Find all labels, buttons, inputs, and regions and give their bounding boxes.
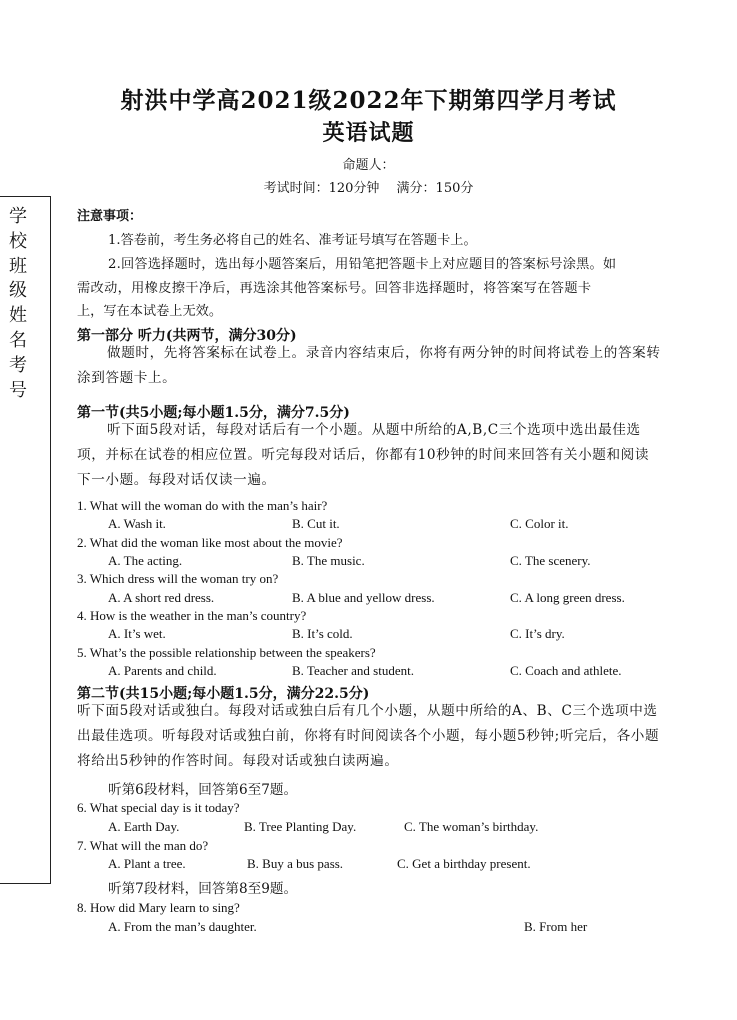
binding-margin-box — [0, 196, 51, 884]
q3-option-b: B. A blue and yellow dress. — [292, 590, 435, 605]
q8-option-b: B. From her — [524, 919, 588, 934]
q4-option-c: C. It’s dry. — [510, 626, 565, 641]
student-info-label: 学校班级姓名考号 — [9, 206, 27, 401]
q1-option-a: A. Wash it. — [108, 516, 166, 531]
notice-item-1: 1.答卷前，考生务必将自己的姓名、准考证号填写在答题卡上。 — [108, 233, 477, 248]
q3-option-a: A. A short red dress. — [108, 590, 215, 605]
q3-option-c: C. A long green dress. — [510, 590, 625, 605]
question-7: 7. What will the man do? — [77, 838, 209, 853]
subject-title: 英语试题 — [322, 120, 415, 146]
q6-option-a: A. Earth Day. — [108, 819, 180, 834]
question-3: 3. Which dress will the woman try on? — [77, 571, 279, 586]
part1-intro-text: 做题时，先将答案标在试卷上。录音内容结束后，你将有两分钟的时间将试卷上的答案转涂到答题卡上。 — [77, 345, 661, 386]
question-6: 6. What special day is it today? — [77, 800, 240, 815]
section1-intro — [77, 418, 663, 493]
part1-heading: 第一部分 听力(共两节，满分30分) — [77, 328, 297, 344]
q8-option-a: A. From the man’s daughter. — [108, 919, 257, 934]
material-6-instruction: 听第6段材料，回答第6至7题。 — [108, 782, 298, 798]
notice-item-2-line-3: 上，写在本试卷上无效。 — [77, 304, 223, 319]
author-line: 命题人： — [342, 158, 395, 173]
q6-option-b: B. Tree Planting Day. — [244, 819, 357, 834]
q5-option-b: B. Teacher and student. — [292, 663, 414, 678]
q6-option-c: C. The woman’s birthday. — [404, 819, 539, 834]
section1-intro-text: 听下面5段对话，每段对话后有一个小题。从题中所给的A,B,C三个选项中选出最佳选项，并标在试卷的相应位置。听完每段对话后，你都有10秒钟的时间来回答有关小题和阅读下一小题。每段对话仅读一遍。 — [77, 422, 650, 488]
q4-option-a: A. It’s wet. — [108, 626, 166, 641]
section2-heading: 第二节(共15小题;每小题1.5分，满分22.5分) — [77, 686, 370, 702]
question-2: 2. What did the woman like most about the movie? — [77, 535, 343, 550]
q1-option-b: B. Cut it. — [292, 516, 340, 531]
q7-option-c: C. Get a birthday present. — [397, 856, 531, 871]
exam-title: 射洪中学高2021级2022年下期第四学月考试 — [120, 87, 617, 114]
q7-option-b: B. Buy a bus pass. — [247, 856, 344, 871]
q2-option-a: A. The acting. — [108, 553, 183, 568]
section1-heading: 第一节(共5小题;每小题1.5分，满分7.5分) — [77, 405, 350, 421]
q4-option-b: B. It’s cold. — [292, 626, 353, 641]
q1-option-c: C. Color it. — [510, 516, 569, 531]
notice-item-2-line-2: 需改动，用橡皮擦干净后，再选涂其他答案标号。回答非选择题时，将答案写在答题卡 — [77, 281, 592, 296]
material-7-instruction: 听第7段材料，回答第8至9题。 — [108, 881, 298, 897]
notice-heading: 注意事项： — [77, 209, 143, 224]
question-8: 8. How did Mary learn to sing? — [77, 900, 240, 915]
q2-option-b: B. The music. — [292, 553, 365, 568]
part1-intro — [77, 341, 663, 391]
q5-option-c: C. Coach and athlete. — [510, 663, 622, 678]
question-4: 4. How is the weather in the man’s country? — [77, 608, 307, 623]
question-1: 1. What will the woman do with the man’s hair? — [77, 498, 328, 513]
q5-option-a: A. Parents and child. — [108, 663, 217, 678]
q2-option-c: C. The scenery. — [510, 553, 591, 568]
section2-intro: 听下面5段对话或独白。每段对话或独白后有几个小题，从题中所给的A、B、C三个选项中选出最佳选项。听每段对话或独白前，你将有时间阅读各个小题，每小题5秒钟;听完后，各小题将给出5秒钟的作答时间。每段对话或独白读两遍。 — [77, 703, 660, 769]
question-5: 5. What’s the possible relationship between the speakers? — [77, 645, 376, 660]
notice-item-2-line-1: 2.回答选择题时，选出每小题答案后，用铅笔把答题卡上对应题目的答案标号涂黑。如 — [108, 257, 617, 272]
exam-info: 考试时间：120分钟 满分：150分 — [263, 181, 474, 196]
q7-option-a: A. Plant a tree. — [108, 856, 186, 871]
